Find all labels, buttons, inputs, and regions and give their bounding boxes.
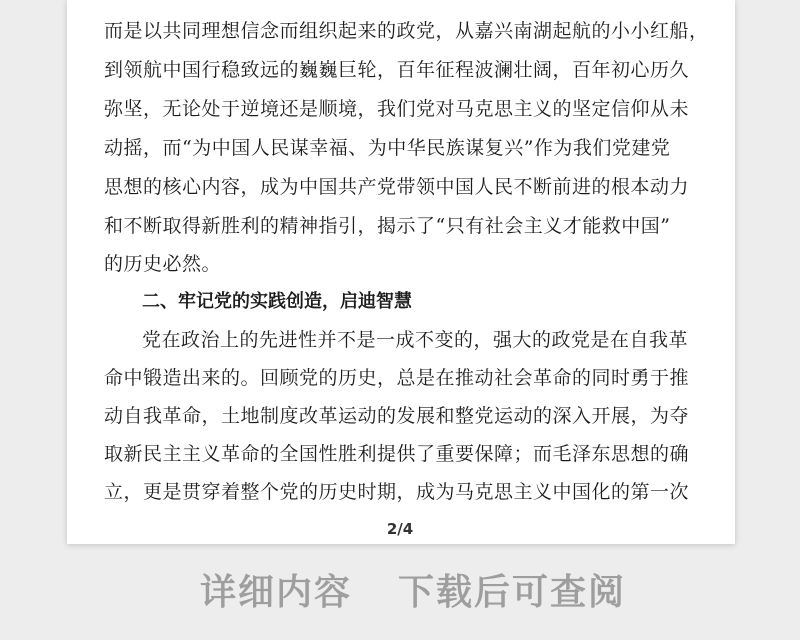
text-line-3: 弥坚，无论处于逆境还是顺境，我们党对马克思主义的坚定信仰从未 [104, 98, 690, 120]
text-line-8: 党在政治上的先进性并不是一成不变的，强大的政党是在自我革 [142, 329, 689, 351]
section-heading: 二、牢记党的实践创造，启迪智慧 [142, 291, 412, 312]
text-line-12: 立，更是贯穿着整个党的历史时期，成为马克思主义中国化的第一次 [104, 481, 690, 503]
details-label[interactable]: 详细内容 [200, 572, 353, 613]
text-line-1: 而是以共同理想信念而组织起来的政党，从嘉兴南湖起航的小小红船， [104, 20, 709, 42]
text-line-9: 命中锻造出来的。回顾党的历史，总是在推动社会革命的同时勇于推 [104, 367, 690, 389]
download-label[interactable]: 下载后可查阅 [398, 572, 627, 613]
text-line-2: 到领航中国行稳致远的巍巍巨轮，百年征程波澜壮阔，百年初心历久 [104, 59, 690, 81]
text-line-4: 动摇，而“为中国人民谋幸福、为中华民族谋复兴”作为我们党建党 [104, 137, 671, 159]
text-line-7: 的历史必然。 [104, 253, 222, 275]
text-line-6: 和不断取得新胜利的精神指引，揭示了“只有社会主义才能救中国” [104, 215, 671, 237]
page-number: 2/4 [386, 520, 414, 538]
text-line-11: 取新民主主义革命的全国性胜利提供了重要保障；而毛泽东思想的确 [104, 443, 690, 465]
text-line-5: 思想的核心内容，成为中国共产党带领中国人民不断前进的根本动力 [104, 176, 690, 198]
text-line-10: 动自我革命，土地制度改革运动的发展和整党运动的深入开展，为夺 [104, 405, 690, 427]
